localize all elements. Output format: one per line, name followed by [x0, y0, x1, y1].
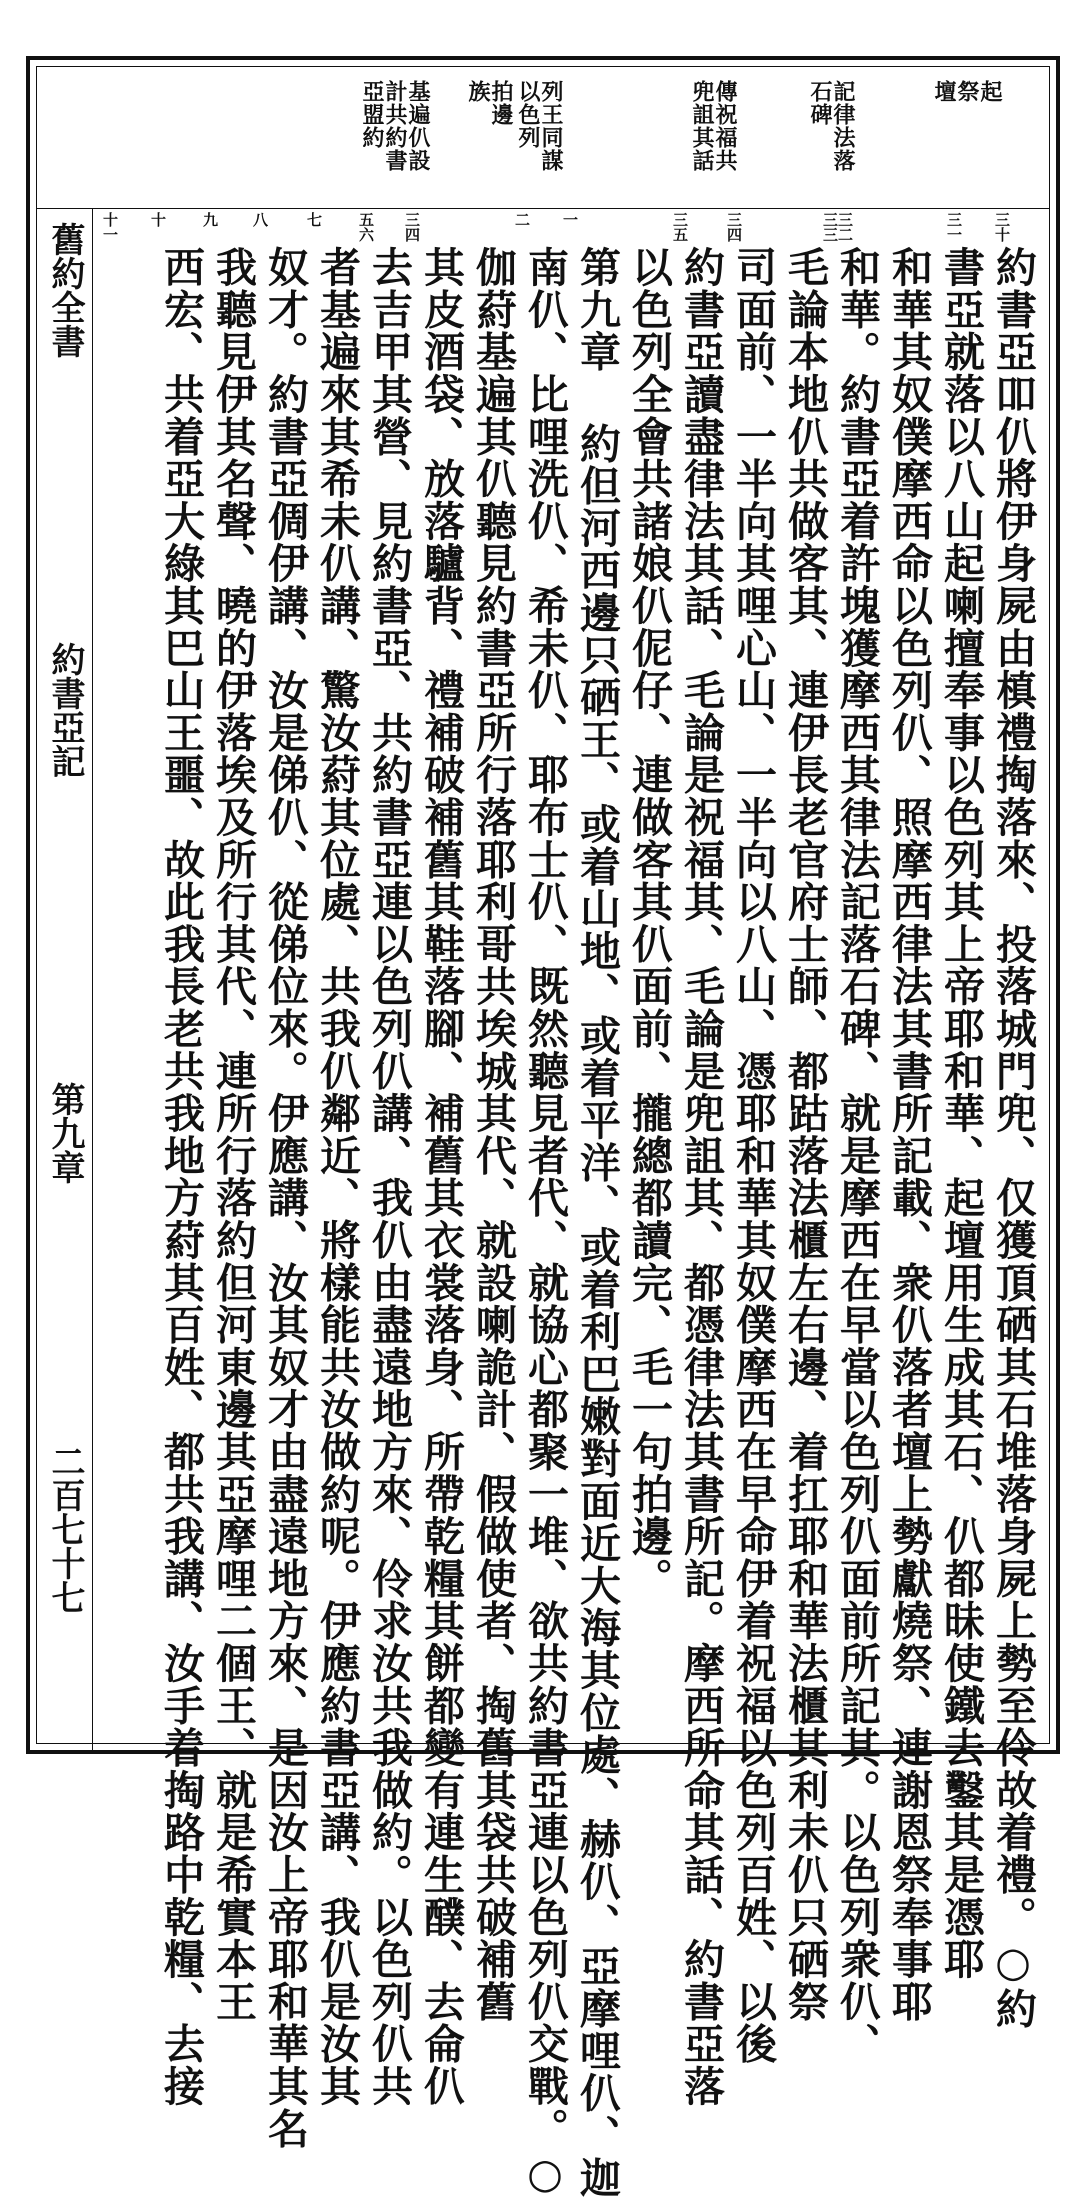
note-line: 記律法落 [830, 80, 856, 172]
text-column: 第九章 約但河西邊只硒王、或着山地、或着平洋、或着利巴嫩對面近大海其位處、赫仈、亞摩哩仈、迦 [573, 246, 621, 2199]
header-note [932, 80, 1001, 208]
note-line: 以色列 [515, 80, 541, 149]
text-column: 奴才。約書亞倜伊講、汝是俤仈、從俤位來。伊應講、汝其奴才由盡遠地方來、是因汝上帝耶和華其名 [261, 246, 309, 2150]
chapter-number: 第九章 [45, 1082, 85, 1184]
verse-number: 十一 [101, 212, 119, 242]
text-column: 其皮酒袋、放落驢背、禮補破補舊其鞋落腳、補舊其衣裳落身、所帶乾糧其餅都變有連生醭、去侖仈 [417, 246, 465, 2108]
verse-number: 三一 [945, 212, 963, 242]
note-line: 壇 [931, 80, 957, 103]
text-column: 書亞就落以八山起喇擅奉事以色列其上帝耶和華、起壇用生成其石、仈都昧使鐵去鑿其是憑耶 [937, 246, 985, 1981]
header-note [466, 80, 512, 208]
text-column: 和華其奴僕摩西命以色列仈、照摩西律法其書所記載、衆仈落者壇上勢獻燒祭、連謝恩祭奉事耶 [885, 246, 933, 2023]
verse-number-row [101, 212, 1045, 246]
text-column: 我聽見伊其名聲、曉的伊落埃及所行其代、連所行落約但河東邊其亞摩哩二個王、就是希實本王 [209, 246, 257, 2023]
header-note [690, 80, 736, 208]
header-note [516, 80, 562, 208]
verse-number: 八 [251, 212, 269, 227]
note-line: 基遍仈設 [405, 80, 431, 172]
verse-number: 三十 [993, 212, 1011, 242]
book-title: 舊約全書 [45, 222, 85, 358]
note-line: 族 [465, 80, 491, 103]
note-line: 亞盟約 [359, 80, 385, 149]
text-column: 去吉甲其營、見約書亞、共約書亞連以色列仈講、我仈由盡遠地方來、伶求汝共我做約。以色列仈共 [365, 246, 413, 2108]
note-line: 兜詛其話 [689, 80, 715, 172]
text-column: 約書亞讀盡律法其話、毛論是祝福其、毛論是兜詛其、都憑律法其書所記。摩西所命其話、約書亞落 [677, 246, 725, 2108]
verse-number: 一 [561, 212, 579, 227]
chapter-label: 約書亞記 [45, 642, 85, 778]
page-margin [40, 222, 90, 1742]
verse-number: 十 [149, 212, 167, 227]
text-column: 和華。約書亞着許塊獲摩西其律法記落石碑、就是摩西在早當以色列仈面前所記其。以色列衆仈、 [833, 246, 881, 2065]
header-note [360, 80, 429, 208]
page-number: 二百七十七 [45, 1444, 85, 1614]
text-column: 司面前、一半向其哩心山、一半向以八山、憑耶和華其奴僕摩西在早命伊着祝福以色列百姓、以後 [729, 246, 777, 2065]
verse-number: 三四 [403, 212, 421, 242]
note-line: 祭 [954, 80, 980, 103]
note-line: 拍邊 [488, 80, 514, 126]
margin-divider [92, 208, 93, 1754]
note-line: 傳祝福共 [712, 80, 738, 172]
text-column: 南仈、比哩洗仈、希未仈、耶布士仈、既然聽見者代、就協心都聚一堆、欲共約書亞連以色列仈交戰。○ [521, 246, 569, 2199]
body-text [98, 246, 1046, 2199]
verse-number: 三五 [671, 212, 689, 242]
verse-number: 五六 [357, 212, 375, 242]
verse-number: 二 [513, 212, 531, 227]
header-note [808, 80, 854, 208]
note-line: 石碑 [807, 80, 833, 126]
text-column: 以色列全會共諸娘仈伲仔、連做客其仈面前、攏總都讀完、毛一句拍邊。 [625, 246, 673, 1600]
text-column: 西宏、共着亞大綠其巴山王噩、故此我長老共我地方葤其百姓、都共我講、汝手着掏路中乾糧、去接 [157, 246, 205, 2108]
note-line: 起 [977, 80, 1003, 103]
verse-number: 三四 [725, 212, 743, 242]
text-column: 毛論本地仈共做客其、連伊長老官府士師、都跍落法櫃左右邊、着扛耶和華法櫃其利未仈只硒祭 [781, 246, 829, 2023]
verse-number: 九 [201, 212, 219, 227]
note-line: 列王同謀 [538, 80, 564, 172]
header-notes [210, 66, 1050, 208]
text-column: 者基遍來其希未仈講、驚汝葤其位處、共我仈鄰近、將樣能共汝做約呢。伊應約書亞講、我仈是汝其 [313, 246, 361, 2108]
header-divider [36, 208, 1050, 209]
verse-number: 七 [305, 212, 323, 227]
note-line: 計共約書 [382, 80, 408, 172]
text-column: 約書亞吅仈將伊身屍由槙禮掏落來、投落城門兜、仅獲頂硒其石堆落身屍上勢至伶故着禮。○約 [989, 246, 1037, 2030]
text-column: 伽葤基遍其仈聽見約書亞所行落耶利哥共埃城其代、就設喇詭計、假做使者、掏舊其袋共破補舊 [469, 246, 517, 2023]
verse-number: 三二三三 [821, 212, 854, 242]
